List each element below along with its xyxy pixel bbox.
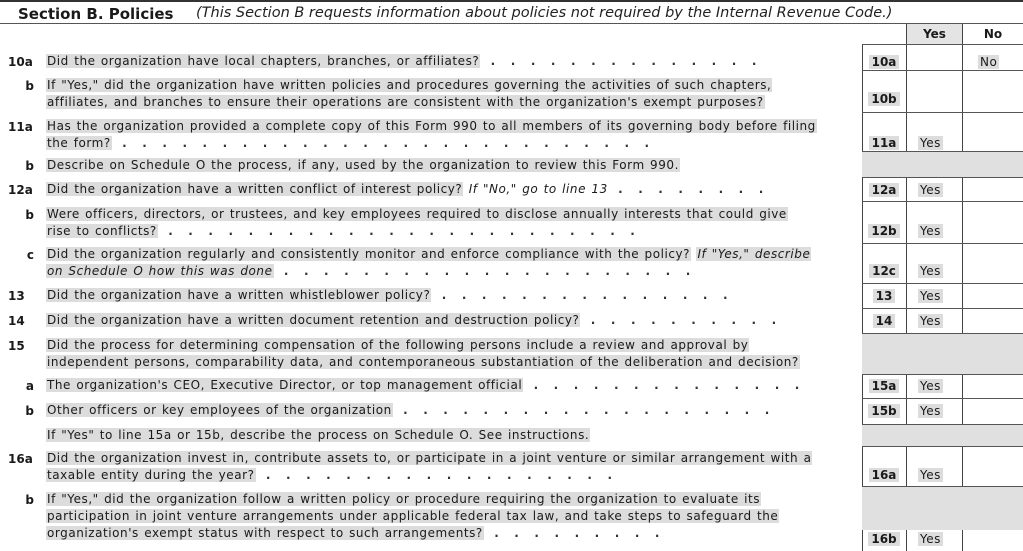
answer-yes[interactable]: Yes: [920, 264, 941, 278]
answer-no[interactable]: No: [980, 55, 998, 69]
line-number: b: [25, 493, 34, 507]
instruction-text: If "Yes" to line 15a or 15b, describe the process on Schedule O. See instructions.: [47, 428, 590, 442]
row-divider: [862, 151, 1023, 152]
question-instruction: If "Yes," describe: [697, 247, 811, 261]
question-text: Were officers, directors, or trustees, and key employees required to disclose annually interests that could give: [47, 207, 787, 221]
answer-yes[interactable]: Yes: [920, 289, 941, 303]
question-text: Did the organization invest in, contribute assets to, or participate in a joint venture or similar arrangement with a: [47, 451, 812, 465]
yes-column-divider: [906, 44, 907, 551]
line-code: 13: [873, 289, 896, 303]
question-text: rise to conflicts?: [47, 224, 157, 238]
row-divider: [862, 398, 1023, 399]
question-text: Did the organization regularly and consistently monitor and enforce compliance with the policy?: [47, 247, 691, 261]
answer-yes[interactable]: Yes: [920, 136, 941, 150]
line-code: 12b: [868, 224, 899, 238]
answer-yes[interactable]: Yes: [920, 404, 941, 418]
dot-leader: . . . . . . . . . . . . . . .: [431, 288, 728, 302]
row-divider: [862, 308, 1023, 309]
dot-leader: . . . . . . . . . . . . . . . . . . . . . . . . . . .: [111, 136, 650, 150]
dot-leader: . . . . . . . . . . . . . .: [480, 54, 757, 68]
question-text: organization's exempt status with respect to such arrangements?: [47, 526, 483, 540]
question-text: Did the organization have local chapters, branches, or affiliates?: [47, 54, 480, 68]
question-text: Other officers or key employees of the organization: [47, 403, 392, 417]
no-column-divider: [962, 44, 963, 551]
row-divider: [862, 44, 1023, 45]
question-text: affiliates, and branches to ensure their operations are consistent with the organization's exempt purposes?: [47, 95, 764, 109]
shaded-cell: [862, 151, 1023, 177]
question-instruction: on Schedule O how this was done: [47, 264, 273, 278]
question-text: Describe on Schedule O the process, if any, used by the organization to review this Form 990.: [47, 158, 679, 172]
line-number: b: [25, 159, 34, 173]
answer-yes[interactable]: Yes: [920, 314, 941, 328]
line-number: b: [25, 404, 34, 418]
question-text: Has the organization provided a complete copy of this Form 990 to all members of its governing body before filing: [47, 119, 816, 133]
row-divider: [862, 70, 1023, 71]
line-number: 12a: [8, 183, 33, 197]
question-text: taxable entity during the year?: [47, 468, 255, 482]
row-divider: [862, 201, 1023, 202]
yes-column-header: Yes: [906, 24, 962, 44]
question-text: If "Yes," did the organization follow a written policy or procedure requiring the organization to evaluate its: [47, 492, 761, 506]
question-text: Did the organization have a written conflict of interest policy?: [47, 182, 463, 196]
line-number: 14: [8, 314, 25, 328]
row-divider: [862, 243, 1023, 244]
answer-yes[interactable]: Yes: [920, 183, 941, 197]
row-divider: [862, 283, 1023, 284]
section-title: Section B. Policies: [18, 5, 174, 23]
question-instruction: If "No," go to line 13: [468, 182, 608, 196]
question-text: Did the organization have a written whistleblower policy?: [47, 288, 431, 302]
line-code: 16b: [868, 532, 899, 546]
line-code: 12a: [869, 183, 900, 197]
question-text: Did the process for determining compensation of the following persons include a review and approval by: [47, 338, 749, 352]
line-number: 10a: [8, 55, 33, 69]
dot-leader: . . . . . . . . . . . . . .: [523, 378, 800, 392]
line-code: 10a: [869, 55, 900, 69]
question-text: the form?: [47, 136, 111, 150]
row-divider: [862, 424, 1023, 425]
answer-yes[interactable]: Yes: [920, 532, 941, 546]
line-number: 13: [8, 289, 25, 303]
dot-leader: . . . . . . . . . .: [580, 313, 777, 327]
dot-leader: . . . . . . . . .: [483, 526, 660, 540]
dot-leader: . . . . . . . .: [607, 182, 764, 196]
line-code: 15b: [868, 404, 899, 418]
answer-yes[interactable]: Yes: [920, 379, 941, 393]
question-text: independent persons, comparability data, and contemporaneous substantiation of the deliberation and decision?: [47, 355, 799, 369]
line-number: 15: [8, 339, 25, 353]
section-header: [0, 0, 1023, 24]
line-number: b: [25, 208, 34, 222]
row-divider: [862, 374, 1023, 375]
question-text: participation in joint venture arrangements under applicable federal tax law, and take steps to safeguard the: [47, 509, 779, 523]
dot-leader: . . . . . . . . . . . . . . . . . .: [255, 468, 613, 482]
line-code: 15a: [869, 379, 900, 393]
shaded-cell: [862, 424, 1023, 446]
answer-yes[interactable]: Yes: [920, 468, 941, 482]
line-number: a: [25, 379, 34, 393]
line-code: 14: [873, 314, 896, 328]
line-number: c: [26, 248, 34, 262]
dot-leader: . . . . . . . . . . . . . . . . . . . . . . . .: [157, 224, 635, 238]
dot-leader: . . . . . . . . . . . . . . . . . . . . .: [273, 264, 691, 278]
code-column-divider: [862, 44, 863, 551]
line-code: 10b: [868, 92, 899, 106]
line-code: 11a: [869, 136, 900, 150]
line-number: b: [25, 79, 34, 93]
row-divider: [862, 112, 1023, 113]
row-divider: [862, 333, 1023, 334]
line-code: 16a: [869, 468, 900, 482]
shaded-cell: [862, 486, 1023, 530]
question-text: If "Yes," did the organization have written policies and procedures governing the activities of such chapters,: [47, 78, 772, 92]
shaded-cell: [862, 333, 1023, 374]
question-text: Did the organization have a written document retention and destruction policy?: [47, 313, 580, 327]
row-divider: [862, 486, 1023, 487]
line-code: 12c: [869, 264, 899, 278]
no-column-header: No: [962, 24, 1023, 44]
answer-yes[interactable]: Yes: [920, 224, 941, 238]
row-divider: [862, 446, 1023, 447]
dot-leader: . . . . . . . . . . . . . . . . . . .: [392, 403, 770, 417]
line-number: 11a: [8, 120, 33, 134]
line-number: 16a: [8, 452, 33, 466]
row-divider: [862, 177, 1023, 178]
question-text: The organization's CEO, Executive Director, or top management official: [47, 378, 523, 392]
section-description: (This Section B requests information about policies not required by the Internal Revenue Code.): [196, 5, 893, 21]
